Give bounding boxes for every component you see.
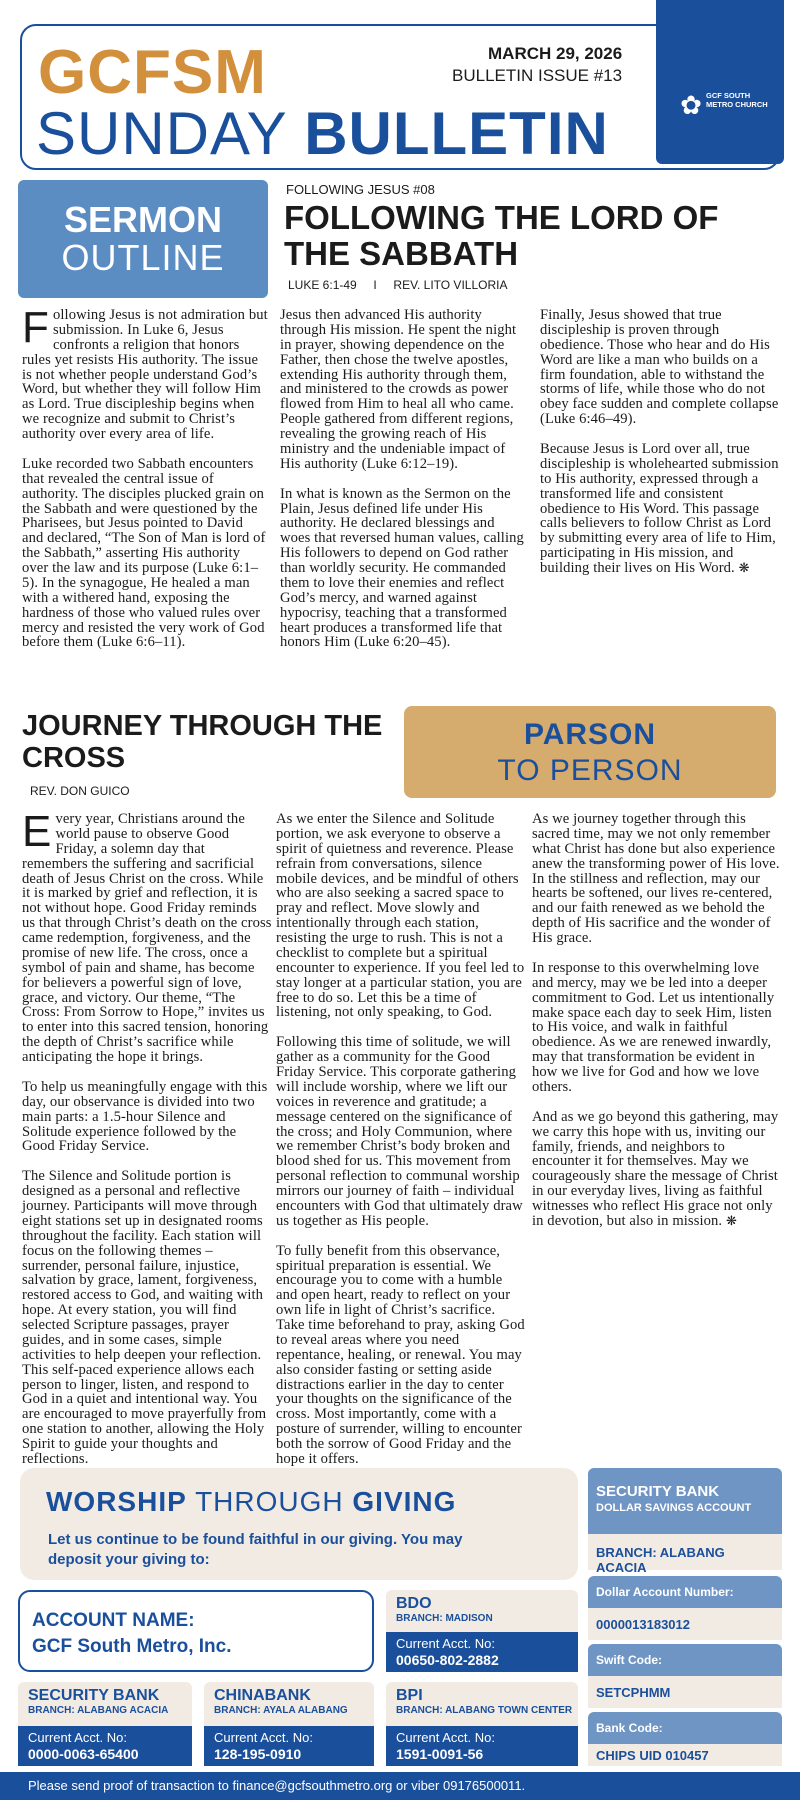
account-name-value: GCF South Metro, Inc. [32,1636,232,1657]
parson-paragraph: In response to this overwhelming love and mercy, may we be led into a deeper commitment to God. Let us intentionally make space each day to seek Him, listen to His voice, and walk in faithful obedience. As we are renewed inwardly, may that transformation be evident in how we live for God and how we love others. [532,959,775,1095]
dollar-account-header [588,1468,782,1534]
sermon-column-3 [540,308,780,591]
bank-card-chinabank [204,1682,374,1766]
parson-author: REV. DON GUICO [30,784,130,798]
bank-branch: BRANCH: AYALA ALABANG [214,1705,348,1716]
parson-to-person-tag [404,706,776,798]
sermon-paragraph: Jesus then advanced His authority through His mission. He spent the night in prayer, showing dependence on the Father, then chose the twelve apostles, extending His authority through them, and ministered to the crowds as power flowed from Him to heal all who came. People gathered from different regions, revealing the growing reach of His ministry and the undeniable impact of His authority (Luke 6:12–19). [280,307,517,472]
sermon-meta [288,278,507,292]
sermon-scripture: LUKE 6:1-49 [288,278,357,292]
giving-title [46,1488,456,1516]
sermon-paragraph [22,303,268,442]
end-mark-icon: ❋ [738,561,750,576]
account-number-label: Current Acct. No: [28,1730,127,1745]
bank-card-bpi [386,1682,578,1766]
account-number: 0000-0063-65400 [28,1746,139,1762]
bulletin-title [36,100,609,167]
parson-paragraph: To help us meaningfully engage with this day, our observance is divided into two main parts: a 1.5-hour Silence and Solitude experience followed by the Good Friday Service. [22,1078,268,1155]
logo-text: GCF SOUTH METRO CHURCH [706,91,768,109]
sermon-paragraph: Luke recorded two Sabbath encounters that revealed the central issue of authority. The disciples plucked grain on the Sabbath and were questioned by the Pharisees, but Jesus pointed to David and declared, “The Son of Man is lord of the Sabbath,” asserting His authority over the law and its purpose (Luke 6:1–5). In the synagogue, He healed a man with a withered hand, exposing the hardness of those who valued rules over mercy and resisted the very work of God before them (Luke 6:6–11). [22,455,266,651]
bank-name: BDO [396,1595,432,1612]
paragraph-text: Because Jesus is Lord over all, true discipleship is wholehearted submission to His authority, expressed through a transformed life and consistent obedience to His Word. This passage calls believers to follow Christ as Lord by submitting every area of life to Him, participating in His mission, and building their lives on His Word. [540,441,779,576]
account-name-label: ACCOUNT NAME: [32,1610,195,1631]
giving-title-light: THROUGH [195,1486,344,1517]
end-mark-icon: ❋ [725,1213,737,1229]
account-number: 1591-0091-56 [396,1746,484,1762]
bank-branch: BRANCH: MADISON [396,1613,493,1624]
parson-column-3 [532,812,780,1244]
bank-account [204,1726,374,1766]
bank-card-security-bank [18,1682,192,1766]
paragraph-text: very year, Christians around the world pause to observe Good Friday, a solemn day that remembers the suffering and sacrificial death of Jesus Christ on the cross. While it is marked by grief and reflection, it is not without hope. Good Friday reminds us that through Christ’s death on the cross came redemption, forgiveness, and the promise of new life. The cross, once a symbol of pain and shame, has become for believers a powerful sign of love, grace, and victory. Our theme, “The Cross: From Sorrow to Hope,” invites us to enter into this sacred tension, honoring the depth of Christ’s sacrifice while anticipating the hope it brings. [22,811,272,1065]
sermon-paragraph: In what is known as the Sermon on the Plain, Jesus defined life under His authority. He declared blessings and woes that reversed human values, calling His followers to depend on God rather than worldly security. He commanded them to love their enemies and reflect God’s mercy, and warned against hypocrisy, teaching that a transformed heart produces a transformed life that honors Him (Luke 6:20–45). [280,485,524,651]
sermon-tag-light: OUTLINE [61,237,225,278]
meta-separator: I [373,278,377,292]
parson-paragraph: As we enter the Silence and Solitude portion, we ask everyone to observe a spirit of quietness and reverence. Please refrain from conversations, silence mobile devices, and be mindful of others who are also seeking a sacred space to pray and reflect. Move slowly and intentionally through each station, resisting the urge to rush. This is not a checklist to complete but a spiritual encounter to experience. If you feel led to stay longer at a particular station, you are free to do so. Let this be a time of listening, not only speaking, to God. [276,811,525,1021]
brand-title: GCFSM [38,38,267,107]
parson-column-2 [276,812,526,1482]
bank-branch: BRANCH: ALABANG ACACIA [28,1705,169,1716]
parson-tag-bold: PARSON [523,718,657,751]
account-name-box [18,1590,374,1672]
drop-cap: F [22,303,49,352]
dollar-account-type: DOLLAR SAVINGS ACCOUNT [596,1502,752,1514]
giving-title-bold: GIVING [352,1486,457,1517]
account-number-label: Current Acct. No: [214,1730,313,1745]
parson-paragraph: As we journey together through this sacred time, may we not only remember what Christ has done but also experience anew the transforming power of His love. In the stillness and reflection, may our hearts be softened, our lives re-centered, and our faith renewed as we behold the depth of His sacrifice and the wonder of His grace. [532,811,780,946]
sermon-column-1 [22,303,268,665]
church-logo [656,0,784,164]
flower-icon: ✿ [680,90,702,120]
sermon-paragraph: Finally, Jesus showed that true discipleship is proven through obedience. Those who hear and do His Word are like a man who builds on a firm foundation, able to withstand the storms of life, while those who do not obey face sudden and complete collapse (Luke 6:46–49). [540,307,779,428]
account-number: 128-195-0910 [214,1746,302,1762]
parson-paragraph: Following this time of solitude, we will gather as a community for the Good Friday Service. This corporate gathering will include worship, where we lift our voices in reverence and gratitude; a message centered on the significance of the cross; and Holy Communion, where we remember Christ’s body broken and blood shed for us. This movement from personal reflection to communal worship mirrors our journey of faith – individual encounters with God that ultimately draw us together as His people. [276,1034,523,1229]
parson-paragraph [532,1110,780,1229]
bank-branch: BRANCH: ALABANG TOWN CENTER [396,1705,573,1716]
swift-code: SETCPHMM [588,1676,782,1708]
paragraph-text: And as we go beyond this gathering, may we carry this hope with us, inviting our family, friends, and neighbors to encounter it for themselves. May we courageously share the message of Christ in our everyday lives, living as faithful witnesses who reflect His grace not only in devotion, but also in mission. [532,1108,779,1229]
title-light: SUNDAY [36,100,287,167]
account-number: 00650-802-2882 [396,1652,499,1668]
bank-name: CHINABANK [214,1687,311,1704]
title-bold: BULLETIN [304,100,609,167]
giving-panel [20,1468,578,1580]
parson-column-1 [22,807,272,1482]
giving-title-bold: WORSHIP [46,1486,187,1517]
dollar-account-label: Dollar Account Number: [588,1576,782,1608]
giving-text: Let us continue to be found faithful in our giving. You may deposit your giving to: [48,1531,463,1569]
sermon-column-2 [280,308,526,665]
bank-account [386,1632,578,1672]
bank-card-bdo [386,1590,578,1672]
parson-paragraph: To fully benefit from this observance, spiritual preparation is essential. We encourage you to come with a humble and open heart, ready to reflect on your own life in light of Christ’s sacrifice. Take time beforehand to pray, asking God to reveal areas where you need repentance, healing, or renewal. You may also consider fasting or setting aside distractions earlier in the day to center your thoughts on the significance of the cross. Most importantly, come with a posture of surrender, willing to encounter both the sorrow of Good Friday and the hope it offers. [276,1242,525,1467]
sermon-speaker: REV. LITO VILLORIA [393,278,508,292]
dollar-bank-name: SECURITY BANK [596,1483,720,1500]
bank-account [18,1726,192,1766]
bulletin-issue: BULLETIN ISSUE #13 [452,66,623,85]
bulletin-header [20,24,780,170]
parson-article-title: JOURNEY THROUGH THE CROSS [22,710,383,775]
parson-paragraph: The Silence and Solitude portion is designed as a personal and reflective journey. Participants will move through eight stations set up in designated rooms throughout the facility. Each station will focus on the following themes – surrender, personal failure, injustice, salvation by grace, lament, forgiveness, restored access to God, and waiting with hope. At every station, you will find selected Scripture passages, prayer guides, and in some cases, simple activities to help deepen your reflection. This self-paced experience allows each person to linger, listen, and respond to God in a quiet and intentional way. You are encouraged to move prayerfully from one station to another, allowing the Holy Spirit to guide your thoughts and reflections. [22,1168,267,1467]
swift-code-label: Swift Code: [588,1644,782,1676]
dollar-branch: BRANCH: ALABANG ACACIA [588,1534,782,1570]
bank-account [386,1726,578,1766]
dollar-account-number: 0000013183012 [588,1608,782,1640]
sermon-outline-tag [18,180,268,298]
sermon-tag-bold: SERMON [63,199,222,240]
paragraph-text: ollowing Jesus is not admiration but submission. In Luke 6, Jesus confronts a religion that honors rules yet resists His authority. The issue is not whether people understand God’s Word, but whether they will follow Him as Lord. True discipleship begins when we recognize and submit to Christ’s authority over every area of life. [22,307,268,442]
sermon-paragraph [540,442,780,576]
bank-name: BPI [396,1687,423,1704]
account-number-label: Current Acct. No: [396,1730,495,1745]
bank-name: SECURITY BANK [28,1687,160,1704]
parson-paragraph [22,807,272,1065]
account-number-label: Current Acct. No: [396,1636,495,1651]
bank-code-label: Bank Code: [588,1712,782,1744]
footer-bar: Please send proof of transaction to finance@gcfsouthmetro.org or viber 09176500011. [0,1772,800,1800]
bank-code: CHIPS UID 010457 [588,1744,782,1766]
bulletin-date: MARCH 29, 2026 [488,44,623,63]
sermon-title: FOLLOWING THE LORD OF THE SABBATH [284,199,719,272]
parson-tag-light: TO PERSON [497,754,683,787]
sermon-series: FOLLOWING JESUS #08 [286,182,435,197]
drop-cap: E [22,807,52,856]
